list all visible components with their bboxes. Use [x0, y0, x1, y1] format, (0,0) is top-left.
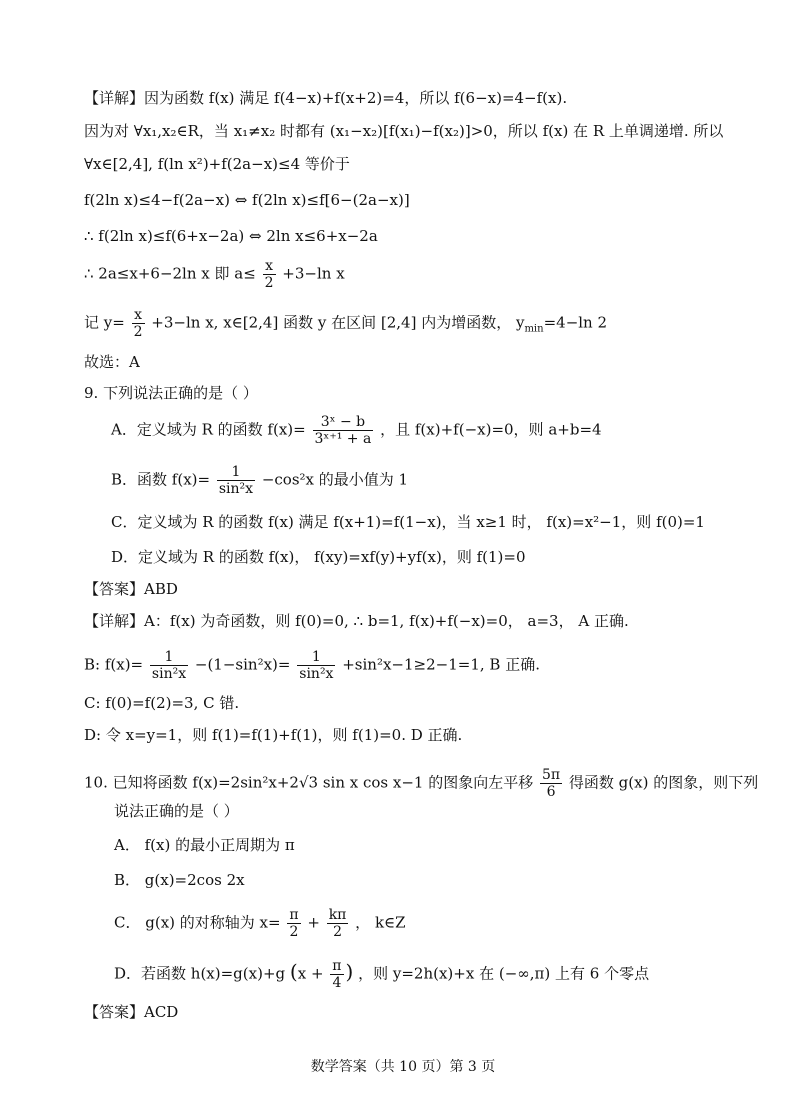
text-line	[84, 258, 766, 291]
option-a	[111, 414, 766, 447]
text-segment: −(1−sin²x)=	[194, 655, 291, 674]
text-line: D: 令 x=y=1，则 f(1)=f(1)+f(1)，则 f(1)=0. D 正确.	[84, 726, 463, 744]
option-b: B． g(x)=2cos 2x	[114, 871, 245, 889]
text-segment: B: f(x)=	[84, 655, 144, 674]
text-segment: +3−ln x, x∈[2,4] 函数 y 在区间 [2,4] 内为增函数， y	[151, 313, 525, 332]
page-footer: 数学答案（共 10 页）第 3 页	[310, 1059, 496, 1075]
subscript: min	[524, 323, 544, 335]
fraction: $\frac{1}{\text{sin²x}}$	[299, 649, 334, 682]
text-segment: ， k∈Z	[355, 913, 406, 932]
text-line	[84, 307, 766, 341]
option-c: C．定义域为 R 的函数 f(x) 满足 f(x+1)=f(1−x)，当 x≥1 时， f(x)=x²−1，则 f(0)=1	[111, 513, 705, 531]
text-line: f(2ln x)≤4−f(2a−x) ⇔ f(2ln x)≤f[6−(2a−x)]	[84, 191, 410, 209]
text-line: 故选：A	[84, 353, 140, 371]
text-segment: +3−ln x	[282, 264, 345, 283]
fraction: $\frac{\text{3ˣ − b}}{\text{3ˣ⁺¹ + a}}$	[314, 414, 372, 447]
text-line	[84, 649, 766, 682]
text-segment: A．定义域为 R 的函数 f(x)=	[111, 420, 306, 439]
option-d: D．若函数 h(x)=g(x)+g (x + $\frac{\pi}{4}$ ) ，则 y=2h(x)+x 在 (−∞,π) 上有 6 个零点	[114, 958, 650, 991]
answer-label: 【答案】ABD	[84, 580, 178, 598]
option-b	[111, 464, 766, 497]
text-line: ∴ f(2ln x)≤f(6+x−2a) ⇔ 2ln x≤6+x−2a	[84, 227, 378, 245]
text-segment: D．若函数 h(x)=g(x)+g	[114, 964, 286, 983]
text-line: ∀x∈[2,4], f(ln x²)+f(2a−x)≤4 等价于	[84, 155, 350, 173]
text-segment: ，且 f(x)+f(−x)=0，则 a+b=4	[380, 420, 602, 439]
text-segment: 得函数 g(x) 的图象，则下列	[568, 773, 759, 792]
text-line: 因为对 ∀x₁,x₂∈R，当 x₁≠x₂ 时都有 (x₁−x₂)[f(x₁)−f(x₂)]>0，所以 f(x) 在 R 上单调递增. 所以	[84, 122, 724, 140]
fraction: $\frac{5\pi}{6}$	[542, 767, 561, 800]
fraction: $\frac{x}{2}$	[133, 307, 143, 340]
option-a: A． f(x) 的最小正周期为 π	[114, 836, 295, 854]
fraction: $\frac{\pi}{2}$	[289, 907, 299, 940]
option-c	[114, 907, 766, 940]
text-line: 【详解】因为函数 f(x) 满足 f(4−x)+f(x+2)=4，所以 f(6−x)=4−f(x).	[84, 89, 568, 107]
fraction: $\frac{x}{2}$	[264, 258, 274, 291]
fraction: $\frac{\pi}{4}$	[332, 958, 342, 991]
text-segment: ∴ 2a≤x+6−2ln x 即 a≤	[84, 264, 256, 283]
option-d: D．定义域为 R 的函数 f(x)， f(xy)=xf(y)+yf(x)，则 f(1)=0	[111, 548, 526, 566]
fraction: $\frac{k\pi}{2}$	[328, 907, 347, 940]
text-segment: +	[307, 913, 320, 932]
text-segment: B．函数 f(x)=	[111, 470, 211, 489]
question-title: 9. 下列说法正确的是（ ）	[84, 384, 258, 402]
question-title	[84, 767, 766, 800]
text-segment: ，则 y=2h(x)+x 在 (−∞,π) 上有 6 个零点	[358, 964, 650, 983]
text-segment: +sin²x−1≥2−1=1, B 正确.	[342, 655, 540, 674]
fraction: $\frac{1}{\text{sin²x}}$	[151, 649, 187, 682]
text-segment: =4−ln 2	[543, 313, 608, 332]
text-segment: 10. 已知将函数 f(x)=2sin²x+2√3 sin x cos x−1 的图象向左平移	[84, 773, 534, 792]
text-line: 说法正确的是（ ）	[114, 802, 239, 820]
text-segment: 记 y=	[84, 313, 125, 332]
text-segment: C． g(x) 的对称轴为 x=	[114, 913, 281, 932]
fraction: $\frac{1}{\text{sin²x}}$	[218, 464, 254, 497]
answer-label: 【答案】ACD	[84, 1003, 179, 1021]
text-segment: −cos²x 的最小值为 1	[261, 470, 409, 489]
text-line: C: f(0)=f(2)=3, C 错.	[84, 694, 240, 712]
text-line: 【详解】A：f(x) 为奇函数，则 f(0)=0, ∴ b=1, f(x)+f(−x)=0， a=3， A 正确.	[84, 612, 629, 630]
